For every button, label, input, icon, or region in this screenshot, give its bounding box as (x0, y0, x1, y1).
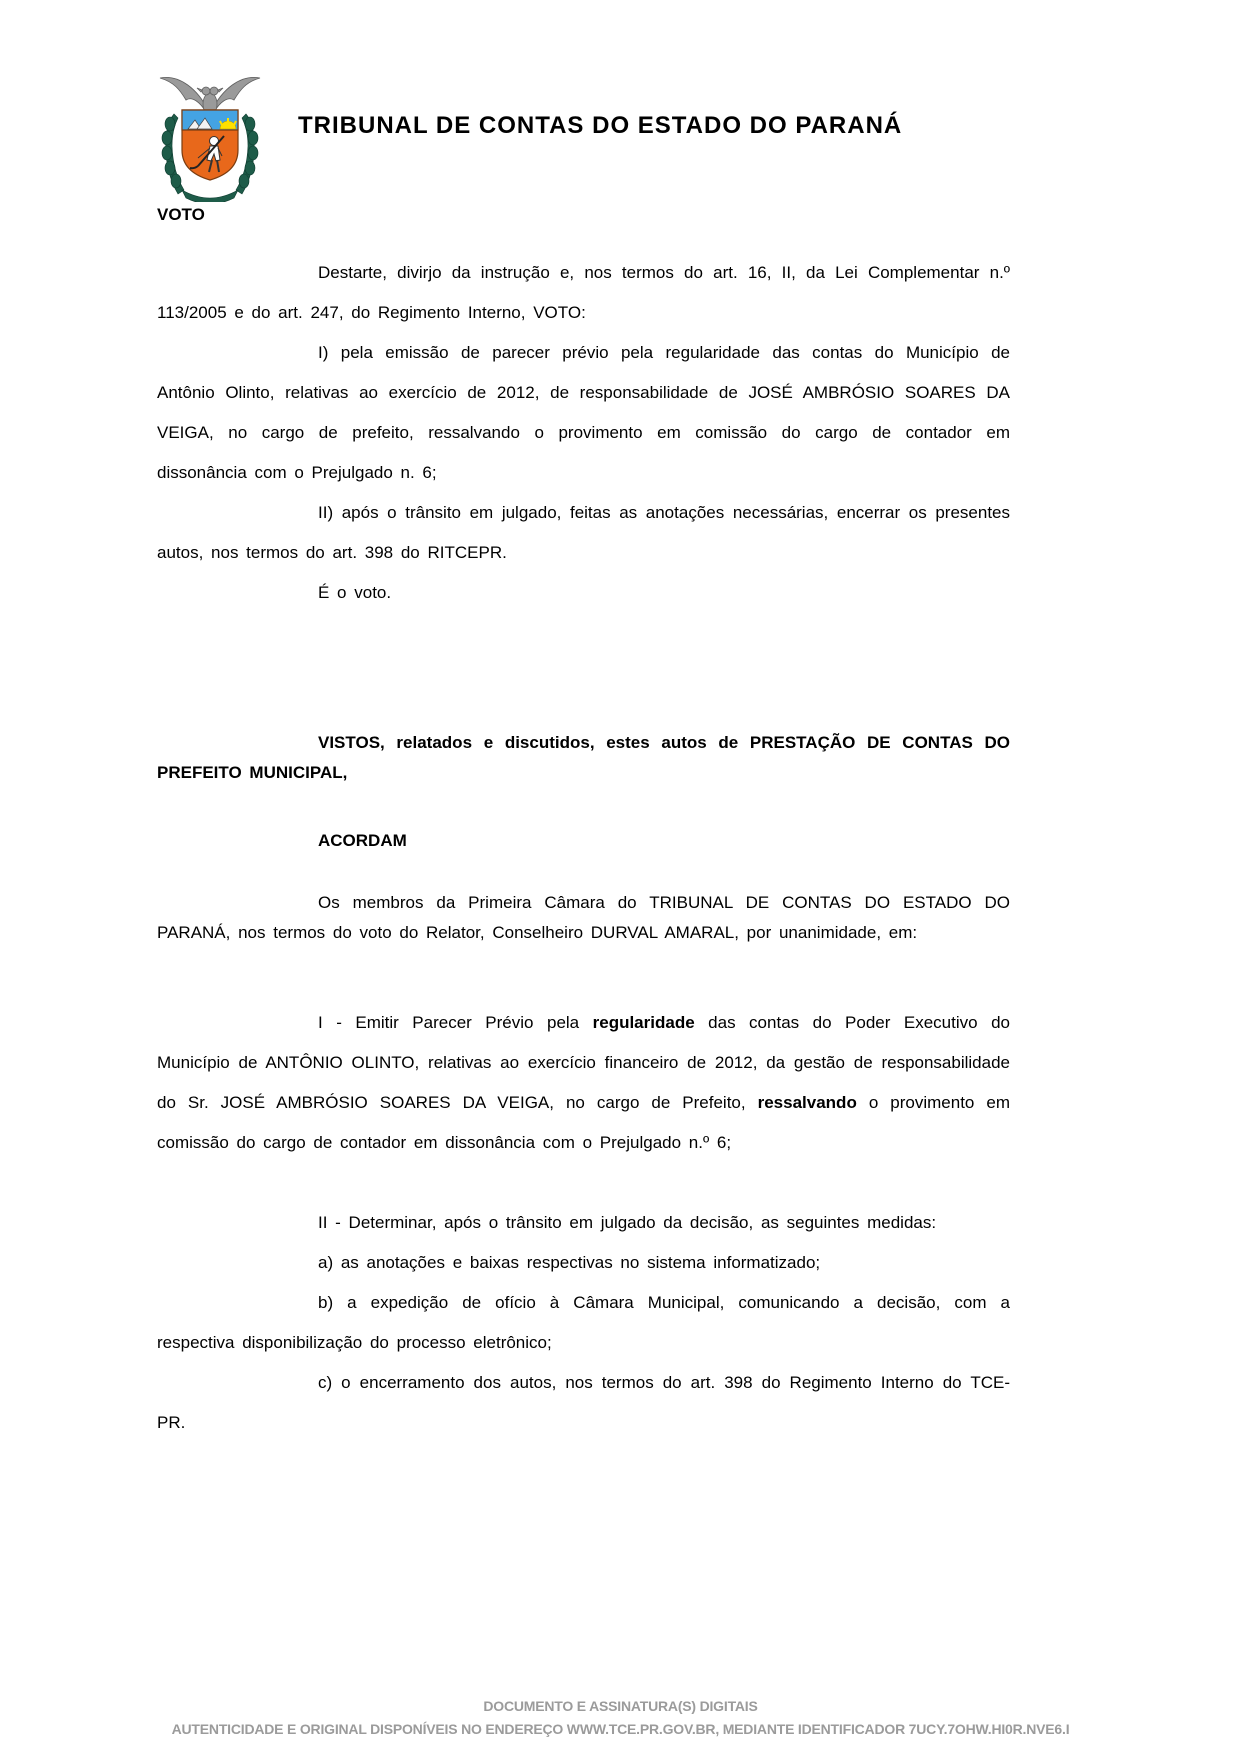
paragraph-membros: Os membros da Primeira Câmara do TRIBUNAL DE CONTAS DO ESTADO DO PARANÁ, nos termos do voto do Relator, Conselheiro DURVAL AMARAL, por unanimidade, em: (157, 893, 1010, 942)
footer-line-2: AUTENTICIDADE E ORIGINAL DISPONÍVEIS NO ENDEREÇO WWW.TCE.PR.GOV.BR, MEDIANTE IDENTIFICADOR 7UCY.7OHW.HI0R.NVE6.I (171, 1721, 1070, 1737)
acordam-heading: ACORDAM (318, 831, 407, 850)
voto-heading: VOTO (157, 205, 205, 224)
paragraph-acordao-item-i (157, 1003, 1010, 1163)
paragraph-item-ii-a: a) as anotações e baixas respectivas no sistema informatizado; (318, 1253, 821, 1272)
footer-line-1: DOCUMENTO E ASSINATURA(S) DIGITAIS (483, 1698, 758, 1714)
paragraph-voto-item-i: I) pela emissão de parecer prévio pela regularidade das contas do Município de Antônio Olinto, relativas ao exercício de 2012, de responsabilidade de JOSÉ AMBRÓSIO SOARES DA VEIGA, no cargo de prefeito, ressalvando o provimento em comissão do cargo de contador em dissonância com o Prejulgado n. 6; (157, 343, 1010, 482)
item-i-text: o provimento em comissão do cargo de contador em dissonância com o Prejulgado n.º 6; (157, 1093, 1010, 1152)
paragraph-acordao-item-ii: II - Determinar, após o trânsito em julgado da decisão, as seguintes medidas: (318, 1213, 937, 1232)
paragraph-item-ii-c: c) o encerramento dos autos, nos termos do art. 398 do Regimento Interno do TCE-PR. (157, 1373, 1010, 1432)
item-i-ressalvando-bold: ressalvando (757, 1093, 857, 1112)
document-body (157, 0, 1010, 1443)
digital-signature-footer (0, 1695, 1241, 1741)
paragraph-vistos: VISTOS, relatados e discutidos, estes autos de PRESTAÇÃO DE CONTAS DO PREFEITO MUNICIPAL, (157, 733, 1010, 782)
paragraph-e-o-voto: É o voto. (318, 583, 392, 602)
item-i-regularidade-bold: regularidade (592, 1013, 695, 1032)
paragraph-destarte: Destarte, divirjo da instrução e, nos termos do art. 16, II, da Lei Complementar n.º 113/2005 e do art. 247, do Regimento Interno, VOTO: (157, 263, 1010, 322)
item-i-text: das contas do Poder Executivo do Município de ANTÔNIO OLINTO, relativas ao exercício financeiro de 2012, da gestão de responsabilidade do Sr. JOSÉ AMBRÓSIO SOARES DA VEIGA, no cargo de Prefeito, (157, 1013, 1010, 1112)
item-i-text: I - Emitir Parecer Prévio pela (318, 1013, 593, 1032)
paragraph-voto-item-ii: II) após o trânsito em julgado, feitas as anotações necessárias, encerrar os presentes autos, nos termos do art. 398 do RITCEPR. (157, 503, 1010, 562)
page-title: TRIBUNAL DE CONTAS DO ESTADO DO PARANÁ (298, 112, 903, 139)
paragraph-item-ii-b: b) a expedição de ofício à Câmara Municipal, comunicando a decisão, com a respectiva disponibilização do processo eletrônico; (157, 1293, 1010, 1352)
